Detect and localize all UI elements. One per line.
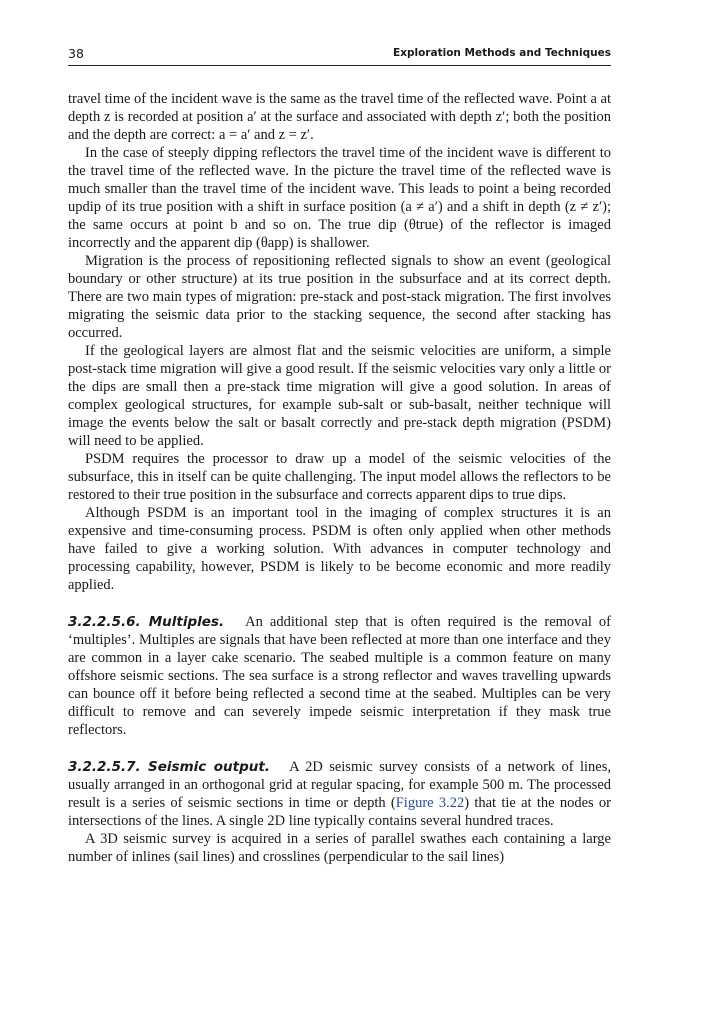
page-header	[68, 44, 611, 64]
section-body-output-start: A 2D seismic survey consists of a network of lines, usually arranged in an orthogonal grid at regular spacing, for example 500 m. The processed result is a series of seismic sections in time or depth (	[68, 759, 611, 811]
body-text	[68, 90, 611, 866]
paragraph-3d-survey: A 3D seismic survey is acquired in a series of parallel swathes each containing a large number of inlines (sail lines) and crosslines (perpendicular to the sail lines)	[68, 831, 611, 865]
figure-3-22-link[interactable]: Figure 3.22	[395, 795, 465, 811]
section-body-output-end: ) that tie at the nodes or intersections of the lines. A single 2D line typically contains several hundred traces.	[68, 795, 611, 829]
section-seismic-output	[68, 758, 611, 830]
section-body-multiples: An additional step that is often required is the removal of ‘multiples’. Multiples are signals that have been reflected at more than one interface and they are common in a layer cake scenario. The seabed multiple is a common feature on many offshore seismic sections. The sea surface is a strong reflector and waves travelling upwards can bounce off it before being reflected a second time at the seabed. Multiples can be very difficult to remove and can severely impede seismic interpretation if they mask true reflectors.	[68, 614, 611, 738]
paragraph-steep-dips: In the case of steeply dipping reflectors the travel time of the incident wave is different to the travel time of the reflected wave. In the picture the travel time of the reflected wave is much smaller than the travel time of the incident wave. This leads to point a being recorded updip of its true position with a shift in surface position (a ≠ a′) and a shift in depth (z ≠ z′); the same occurs at point b and so on. The true dip (θtrue) of the reflector is imaged incorrectly and the apparent dip (θapp) is shallower.	[68, 145, 611, 251]
page-number: 38	[68, 46, 84, 61]
paragraph-psdm-model: PSDM requires the processor to draw up a model of the seismic velocities of the subsurface, this in itself can be quite challenging. The input model allows the reflectors to be restored to their true position in the subsurface and corrects apparent dips to true dips.	[68, 451, 611, 503]
header-rule	[68, 65, 611, 66]
paragraph-travel-time: travel time of the incident wave is the same as the travel time of the reflected wave. Point a at depth z is recorded at position a′ at the surface and associated with depth z′; both the position and the depth are correct: a = a′ and z = z′.	[68, 91, 611, 143]
section-heading-seismic-output: 3.2.2.5.7. Seismic output.	[68, 759, 270, 775]
running-title: Exploration Methods and Techniques	[393, 47, 611, 59]
paragraph-migration: Migration is the process of repositioning reflected signals to show an event (geological boundary or other structure) at its true position in the subsurface and at its correct depth. There are two main types of migration: pre-stack and post-stack migration. The first involves migrating the seismic data prior to the stacking sequence, the second after stacking has occurred.	[68, 253, 611, 341]
section-multiples	[68, 613, 611, 739]
paragraph-time-migration: If the geological layers are almost flat and the seismic velocities are uniform, a simple post-stack time migration will give a good result. If the seismic velocities vary only a little or the dips are small then a pre-stack time migration will give a good solution. In areas of complex geological structures, for example sub-salt or sub-basalt, neither technique will image the events below the salt or basalt correctly and pre-stack depth migration (PSDM) will need to be applied.	[68, 343, 611, 449]
section-heading-multiples: 3.2.2.5.6. Multiples.	[68, 614, 225, 630]
paragraph-psdm-cost: Although PSDM is an important tool in the imaging of complex structures it is an expensive and time-consuming process. PSDM is often only applied when other methods have failed to give a working solution. With advances in computer technology and processing capability, however, PSDM is likely to be become economic and more readily applied.	[68, 505, 611, 593]
